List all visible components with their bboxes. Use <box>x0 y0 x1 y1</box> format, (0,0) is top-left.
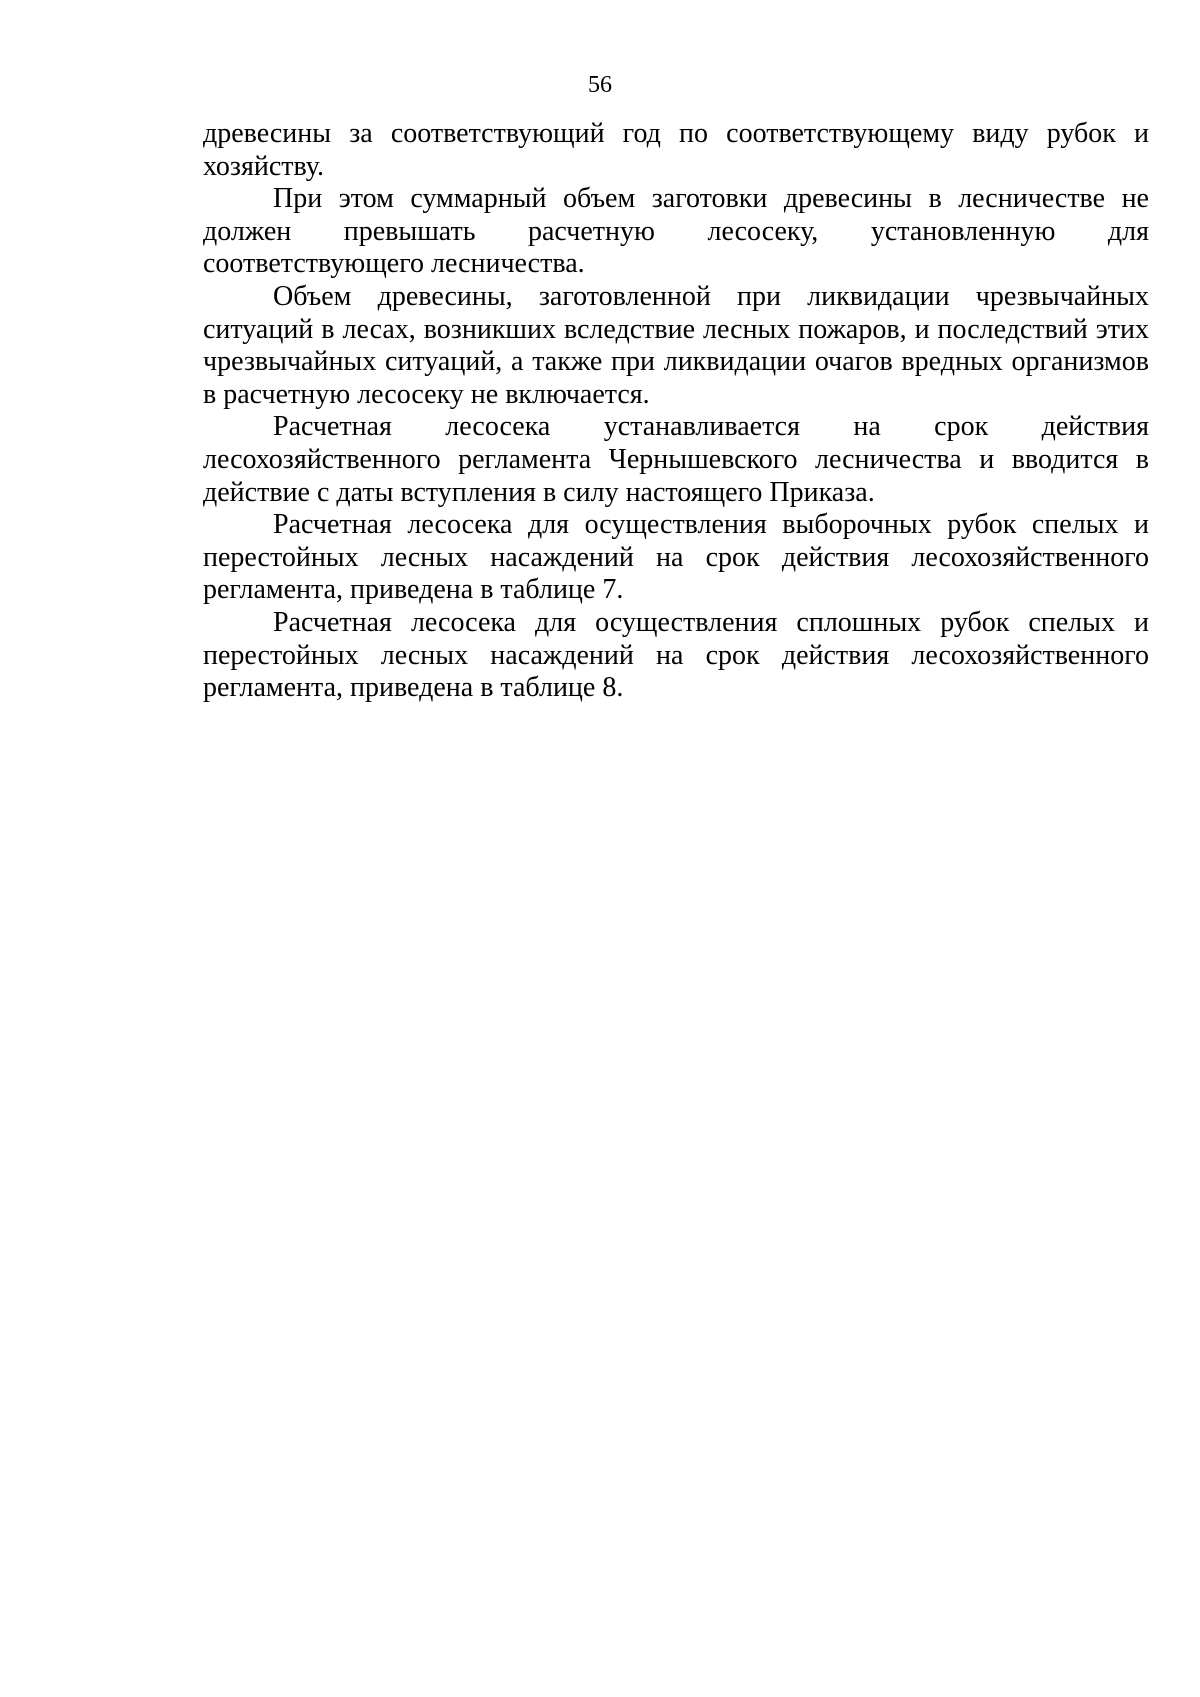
paragraph-emergency-volume: Объем древесины, заготовленной при ликвидации чрезвычайных ситуаций в лесах, возникших вследствие лесных пожаров, и последствий этих чрезвычайных ситуаций, а также при ликвидации очагов вредных организмов в расчетную лесосеку не включается. <box>203 280 1149 410</box>
paragraph-continuation: древесины за соответствующий год по соответствующему виду рубок и хозяйству. <box>203 118 1149 182</box>
paragraph-total-volume: При этом суммарный объем заготовки древесины в лесничестве не должен превышать расчетную лесосеку, установленную для соответствующего лесничества. <box>203 183 1149 280</box>
paragraph-clear-cuttings: Расчетная лесосека для осуществления сплошных рубок спелых и перестойных лесных насаждений на срок действия лесохозяйственного регламента, приведена в таблице 8. <box>203 606 1149 704</box>
body-text <box>203 118 1149 705</box>
paragraph-validity-term: Расчетная лесосека устанавливается на срок действия лесохозяйственного регламента Чернышевского лесничества и вводится в действие с даты вступления в силу настоящего Приказа. <box>203 411 1149 508</box>
page-number: 56 <box>588 72 612 98</box>
paragraph-selective-cuttings: Расчетная лесосека для осуществления выборочных рубок спелых и перестойных лесных насаждений на срок действия лесохозяйственного регламента, приведена в таблице 7. <box>203 509 1149 606</box>
